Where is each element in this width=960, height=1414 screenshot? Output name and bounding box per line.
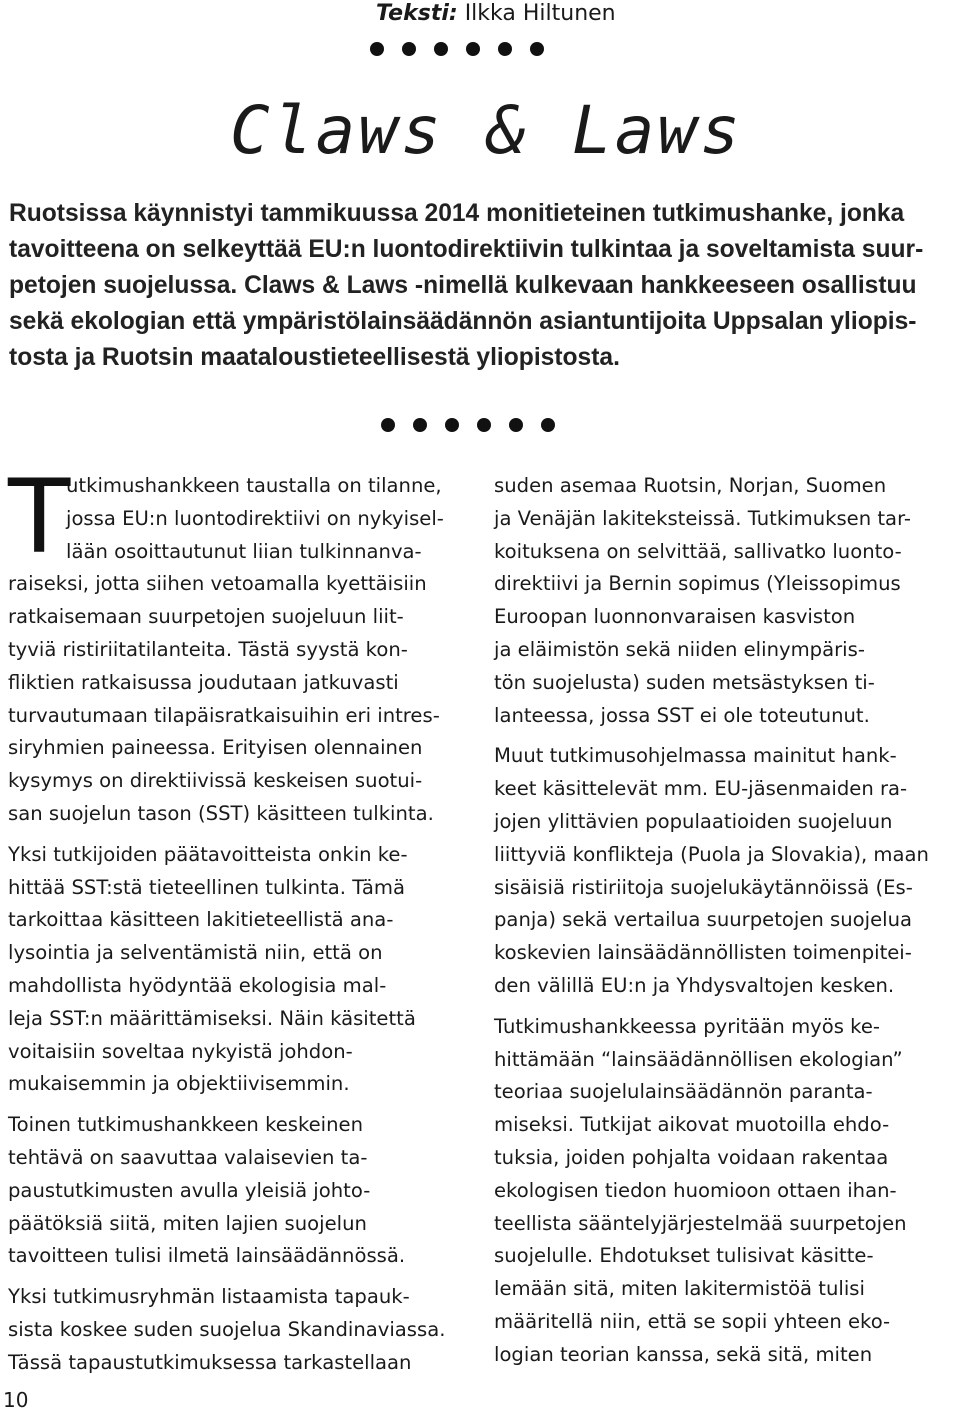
text-line: voitaisiin soveltaa nykyistä johdon- (8, 1039, 353, 1063)
text-line: tehtävä on saavuttaa valaisevien ta- (8, 1145, 368, 1169)
body-paragraph (8, 1109, 478, 1273)
text-line: tön suojelusta) suden metsästyksen ti- (494, 670, 875, 694)
text-line: panja) sekä vertailua suurpetojen suojelua (494, 908, 913, 932)
drop-cap: T (8, 458, 71, 577)
text-line: teellista sääntelyjärjestelmää suurpetojen (494, 1211, 907, 1235)
text-line: Muut tutkimusohjelmassa mainitut hank- (494, 744, 897, 768)
text-line: utkimushankkeen taustalla on tilanne, (66, 474, 442, 497)
lead-line: Ruotsissa käynnistyi tammikuussa 2014 monitieteinen tutkimushanke, jonka (9, 200, 905, 227)
text-line: Euroopan luonnonvaraisen kasviston (494, 605, 856, 629)
text-line: mukaisemmin ja objektiivisemmin. (8, 1072, 350, 1096)
text-line: leja SST:n määrittämiseksi. Näin käsitettä (8, 1006, 416, 1030)
decorative-dots-top (370, 42, 544, 56)
text-line: Yksi tutkijoiden päätavoitteista onkin ke- (8, 842, 408, 866)
text-line: koskevien lainsäädännöllisten toimenpitei- (494, 941, 912, 965)
text-line: hittää SST:stä tieteellinen tulkinta. Tämä (8, 875, 405, 899)
text-line: lään osoittautunut liian tulkinnanva- (66, 539, 422, 563)
dot-icon (402, 42, 416, 56)
text-line: ja Venäjän lakiteksteissä. Tutkimuksen tar- (494, 506, 911, 530)
text-line: tuksia, joiden pohjalta voidaan rakentaa (494, 1145, 889, 1169)
decorative-dots-middle (381, 418, 555, 432)
text-line: liittyviä konflikteja (Puola ja Slovakia), maan (494, 842, 929, 866)
body-paragraph (8, 839, 478, 1101)
body-column-left (8, 458, 478, 1388)
text-line: Tutkimushankkeessa pyritään myös ke- (494, 1014, 880, 1038)
byline-author: Ilkka Hiltunen (464, 1, 616, 26)
text-line: koituksena on selvittää, sallivatko luonto- (494, 539, 902, 563)
body-paragraph (494, 1011, 956, 1372)
dot-icon (509, 418, 523, 432)
text-line: kysymys on direktiivissä keskeisen suotui- (8, 769, 423, 793)
text-line: suojelulle. Ehdotukset tulisivat käsitte- (494, 1244, 874, 1268)
text-line: mahdollista hyödyntää ekologisia mal- (8, 973, 387, 997)
text-line: ja eläimistön sekä niiden elinympäris- (494, 637, 865, 661)
text-line: sisäisiä ristiriitoja suojelukäytännöissä (Es- (494, 875, 913, 899)
body-paragraph (8, 470, 478, 831)
text-line: sista koskee suden suojelua Skandinaviassa. (8, 1317, 446, 1341)
text-line: keet käsittelevät mm. EU-jäsenmaiden ra- (494, 777, 908, 801)
text-line: suden asemaa Ruotsin, Norjan, Suomen (494, 474, 887, 497)
dot-icon (370, 42, 384, 56)
page-number: 10 (3, 1388, 29, 1412)
text-line: turvautumaan tilapäisratkaisuihin eri intres- (8, 703, 440, 727)
dot-icon (498, 42, 512, 56)
dot-icon (445, 418, 459, 432)
text-line: siryhmien paineessa. Erityisen olennainen (8, 736, 423, 760)
text-line: Tässä tapaustutkimuksessa tarkastellaan (8, 1350, 412, 1374)
text-line: jojen ylittävien populaatioiden suojeluun (494, 809, 893, 833)
body-paragraph (494, 740, 956, 1002)
dot-icon (530, 42, 544, 56)
text-line: miseksi. Tutkijat aikovat muotoilla ehdo- (494, 1113, 890, 1137)
text-line: päätöksiä siitä, miten lajien suojelun (8, 1211, 367, 1235)
lead-line: petojen suojelussa. Claws & Laws -nimellä kulkevaan hankkeeseen osallistuu (9, 272, 917, 299)
text-line: logian teorian kanssa, sekä sitä, miten (494, 1342, 873, 1366)
text-line: tavoitteen tulisi ilmetä lainsäädännössä. (8, 1244, 406, 1268)
text-line: paustutkimusten avulla yleisiä johto- (8, 1178, 371, 1202)
text-line: Toinen tutkimushankkeen keskeinen (8, 1113, 364, 1137)
article-title: Claws & Laws (230, 92, 743, 169)
dot-icon (477, 418, 491, 432)
lead-line: tosta ja Ruotsin maataloustieteellisestä yliopistosta. (9, 344, 620, 371)
lead-paragraph (9, 196, 957, 376)
text-line: lysointia ja selventämistä niin, että on (8, 941, 383, 965)
dot-icon (413, 418, 427, 432)
dot-icon (541, 418, 555, 432)
body-column-right (494, 470, 956, 1380)
body-paragraph (8, 1281, 478, 1379)
dot-icon (381, 418, 395, 432)
text-line: fliktien ratkaisussa joudutaan jatkuvasti (8, 670, 399, 694)
byline-label: Teksti: (376, 1, 458, 26)
body-paragraph (494, 470, 956, 732)
text-line: direktiivi ja Bernin sopimus (Yleissopimus (494, 572, 901, 596)
text-line: lanteessa, jossa SST ei ole toteutunut. (494, 703, 870, 727)
text-line: määritellä niin, että se sopii yhteen eko- (494, 1309, 891, 1333)
lead-line: sekä ekologian että ympäristölainsäädännön asiantuntijoita Uppsalan yliopis- (9, 308, 917, 335)
text-line: Yksi tutkimusryhmän listaamista tapauk- (8, 1285, 410, 1309)
text-line: san suojelun tason (SST) käsitteen tulkinta. (8, 801, 434, 825)
text-line: tarkoittaa käsitteen lakitieteellistä ana- (8, 908, 394, 932)
text-line: tyviä ristiriitatilanteita. Tästä syystä kon- (8, 637, 408, 661)
byline (376, 0, 616, 28)
text-line: ekologisen tiedon huomioon ottaen ihan- (494, 1178, 897, 1202)
text-line: raiseksi, jotta siihen vetoamalla kyettäisiin (8, 572, 427, 596)
lead-line: tavoitteena on selkeyttää EU:n luontodirektiivin tulkintaa ja soveltamista suur- (9, 236, 924, 263)
text-line: hittämään “lainsäädännöllisen ekologian” (494, 1047, 903, 1071)
text-line: teoriaa suojelulainsäädännön paranta- (494, 1080, 873, 1104)
text-line: jossa EU:n luontodirektiivi on nykyisel- (66, 506, 444, 530)
text-line: ratkaisemaan suurpetojen suojeluun liit- (8, 605, 404, 629)
dot-icon (434, 42, 448, 56)
dot-icon (466, 42, 480, 56)
text-line: lemään sitä, miten lakitermistöä tulisi (494, 1277, 865, 1301)
text-line: den välillä EU:n ja Yhdysvaltojen kesken. (494, 973, 895, 997)
